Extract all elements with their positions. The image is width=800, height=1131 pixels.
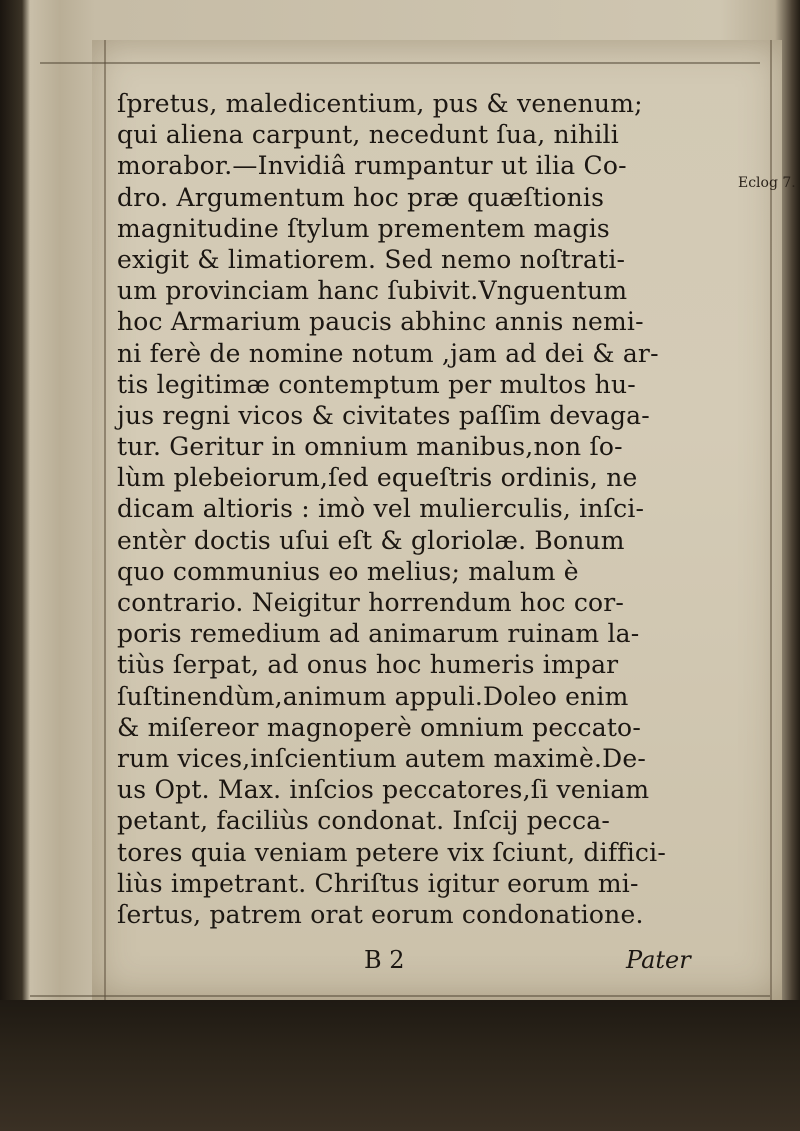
text-line: hoc Armarium paucis abhinc annis nemi- (117, 307, 644, 337)
text-line: ſpretus, maledicentium, pus & venenum; (117, 89, 643, 118)
text-line: quo communius eo melius; malum è (117, 556, 579, 586)
margin-note: Eclog 7. (738, 175, 796, 191)
text-line: um provinciam hanc ſubivit.Vnguentum (117, 276, 628, 306)
text-line: liùs impetrant. Chriſtus igitur eorum mi- (117, 868, 639, 898)
text-line: tis legitimæ contemptum per multos hu- (117, 369, 636, 399)
text-line: contrario. Neigitur horrendum hoc cor- (117, 588, 625, 617)
catchword: Pater (626, 946, 691, 974)
page-edge-left (104, 40, 106, 1000)
text-line: morabor.—Invidiâ rumpantur ut ilia Co- (117, 151, 627, 181)
text-line: entèr doctis uſui eſt & gloriolæ. Bonum (117, 525, 625, 555)
text-line: magnitudine ſtylum prementem magis (117, 213, 610, 243)
text-line: ſuſtinendùm,animum appuli.Doleo enim (117, 681, 629, 711)
text-line: jus regni vicos & civitates paſſim devaga- (117, 400, 650, 430)
text-line: tiùs ſerpat, ad onus hoc humeris impar (117, 650, 619, 680)
text-line: us Opt. Max. inſcios peccatores,ſi veniam (117, 775, 650, 805)
text-line: tur. Geritur in omnium manibus,non ſo- (117, 432, 623, 462)
body-text (117, 88, 717, 930)
text-line: & miſereor magnoperè omnium peccato- (117, 712, 641, 742)
book-edge-bottom (0, 1000, 800, 1131)
text-line: petant, faciliùs condonat. Inſcij pecca- (117, 806, 611, 836)
text-line: ſertus, patrem orat eorum condonatione. (117, 899, 644, 929)
signature-mark: B 2 (364, 946, 405, 974)
text-line: tores quia veniam petere vix ſciunt, diffici- (117, 837, 666, 867)
text-line: dicam altioris : imò vel mulierculis, inſci- (117, 494, 645, 524)
text-line: exigit & limatiorem. Sed nemo noſtrati- (117, 244, 626, 274)
text-line: rum vices,inſcientium autem maximè.De- (117, 743, 646, 773)
top-page-rule (40, 62, 760, 64)
text-line: qui aliena carpunt, necedunt ſua, nihili (117, 120, 619, 150)
text-line: dro. Argumentum hoc præ quæſtionis (117, 182, 605, 212)
text-line: ni ferè de nomine notum ,jam ad dei & ar- (117, 338, 659, 368)
text-line: poris remedium ad animarum ruinam la- (117, 619, 640, 649)
bottom-page-rule (30, 995, 770, 997)
text-line: lùm plebeiorum,ſed equeſtris ordinis, ne (117, 463, 638, 493)
